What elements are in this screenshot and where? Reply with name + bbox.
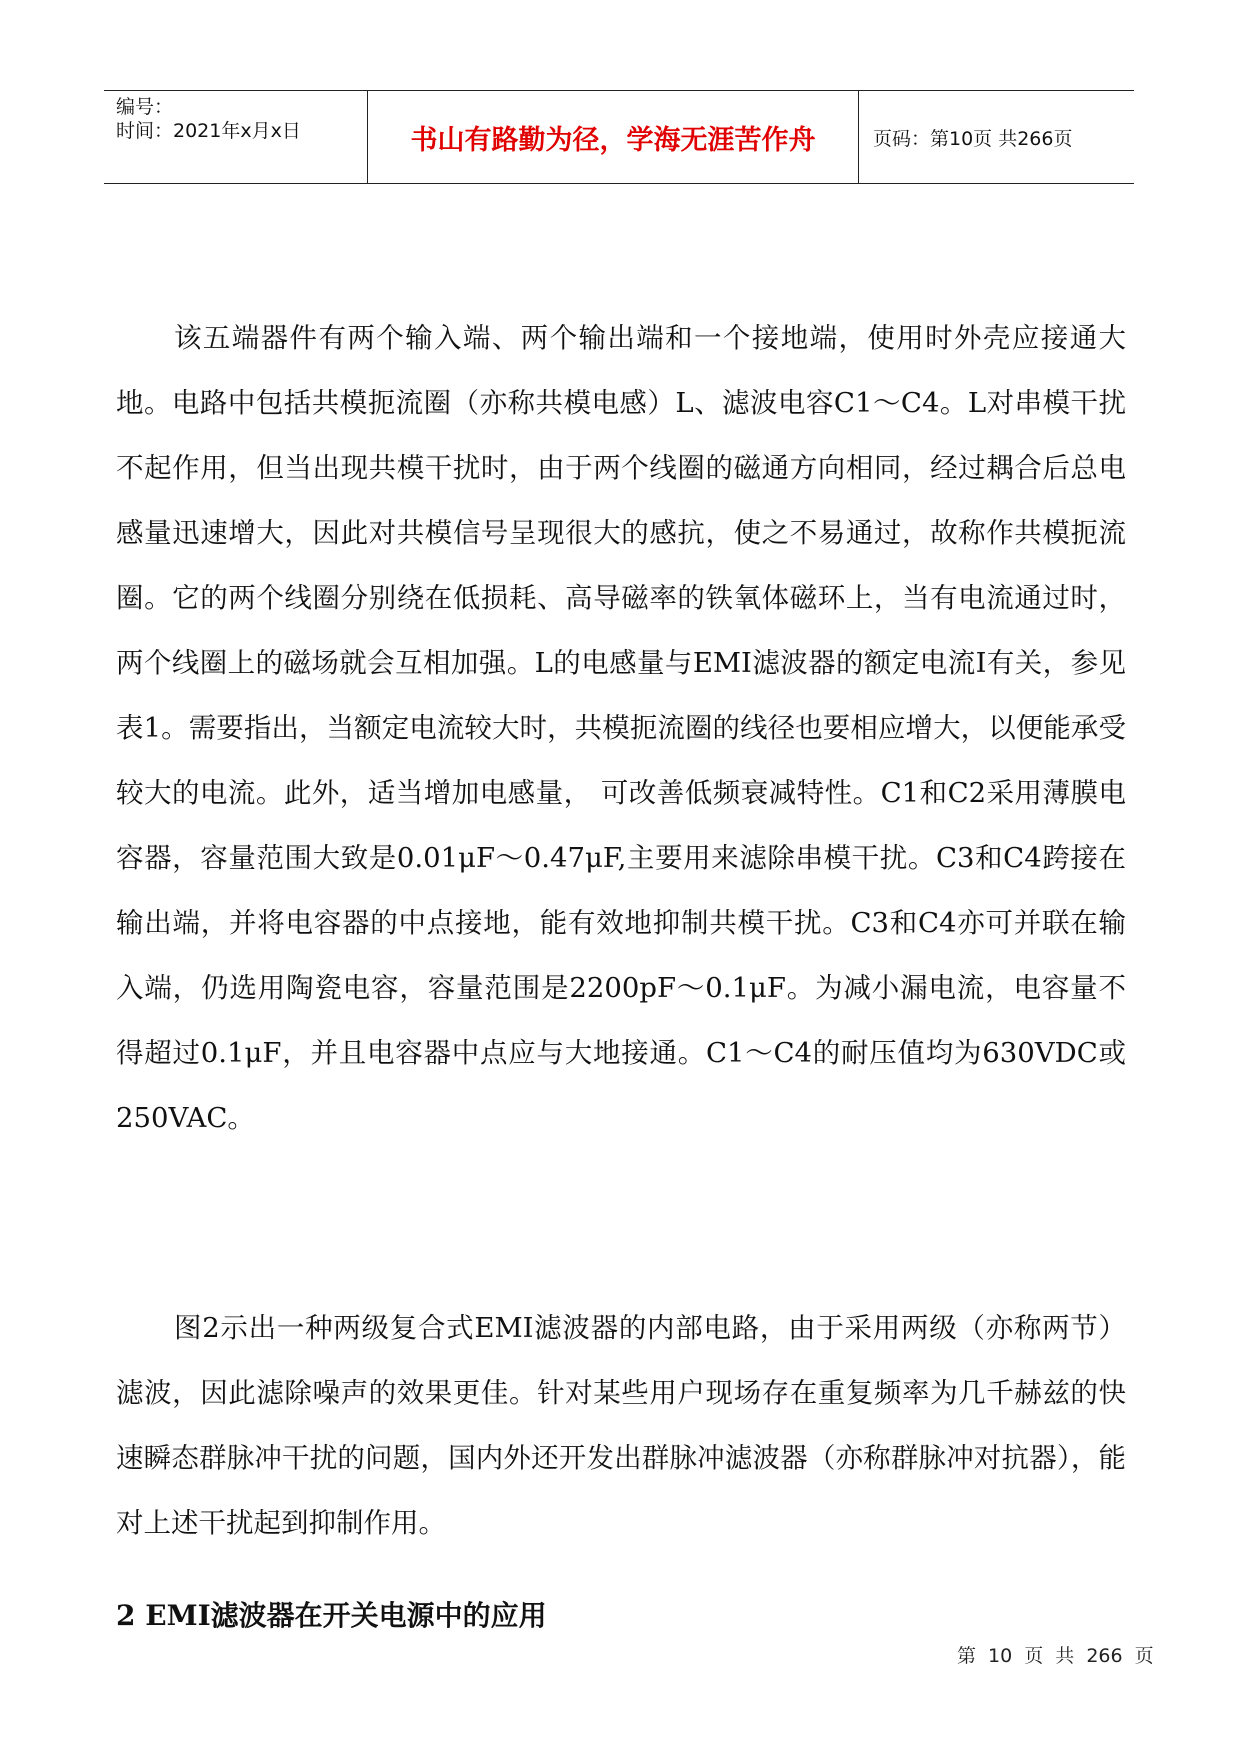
- header-page-label: 页码：第10页 共266页: [873, 127, 1073, 150]
- header-motto: 书山有路勤为径，学海无涯苦作舟: [367, 91, 859, 183]
- page-footer: 第 10 页 共 266 页: [957, 1645, 1154, 1667]
- paragraph-text: 该五端器件有两个输入端、两个输出端和一个接地端，使用时外壳应接通大地。电路中包括共模扼流圈（亦称共模电感）L、滤波电容C1～C4。L对串模干扰不起作用，但当出现共模干扰时，由于两个线圈的磁通方向相同，经过耦合后总电感量迅速增大，因此对共模信号呈现很大的感抗，使之不易通过，故称作共模扼流圈。它的两个线圈分别绕在低损耗、高导磁率的铁氧体磁环上，当有电流通过时，两个线圈上的磁场就会互相加强。L的电感量与EMI滤波器的额定电流I有关，参见表1。需要指出，当额定电流较大时，共模扼流圈的线径也要相应增大，以便能承受较大的电流。此外，适当增加电感量， 可改善低频衰减特性。C1和C2采用薄膜电容器，容量范围大致是0.01μF～0.47μF,主要用来滤除串模干扰。C3和C4跨接在输出端，并将电容器的中点接地，能有效地抑制共模干扰。C3和C4亦可并联在输入端，仍选用陶瓷电容，容量范围是2200pF～0.1μF。为减小漏电流，电容量不得超过0.1μF，并且电容器中点应与大地接通。C1～C4的耐压值均为630VDC或250VAC。: [116, 322, 1126, 1134]
- section-heading: 2 EMI滤波器在开关电源中的应用: [116, 1599, 547, 1632]
- number-label: 编号：: [116, 96, 174, 118]
- body-paragraph-2: [116, 1296, 1126, 1556]
- page-header: [104, 90, 1134, 184]
- header-meta: [116, 91, 366, 187]
- paragraph-text: 图2示出一种两级复合式EMI滤波器的内部电路，由于采用两级（亦称两节）滤波，因此滤除噪声的效果更佳。针对某些用户现场存在重复频率为几千赫兹的快速瞬态群脉冲干扰的问题，国内外还开发出群脉冲滤波器（亦称群脉冲对抗器），能对上述干扰起到抑制作用。: [116, 1312, 1126, 1539]
- time-label: 时间：2021年x月x日: [116, 120, 301, 142]
- body-paragraph-1: [116, 306, 1126, 1151]
